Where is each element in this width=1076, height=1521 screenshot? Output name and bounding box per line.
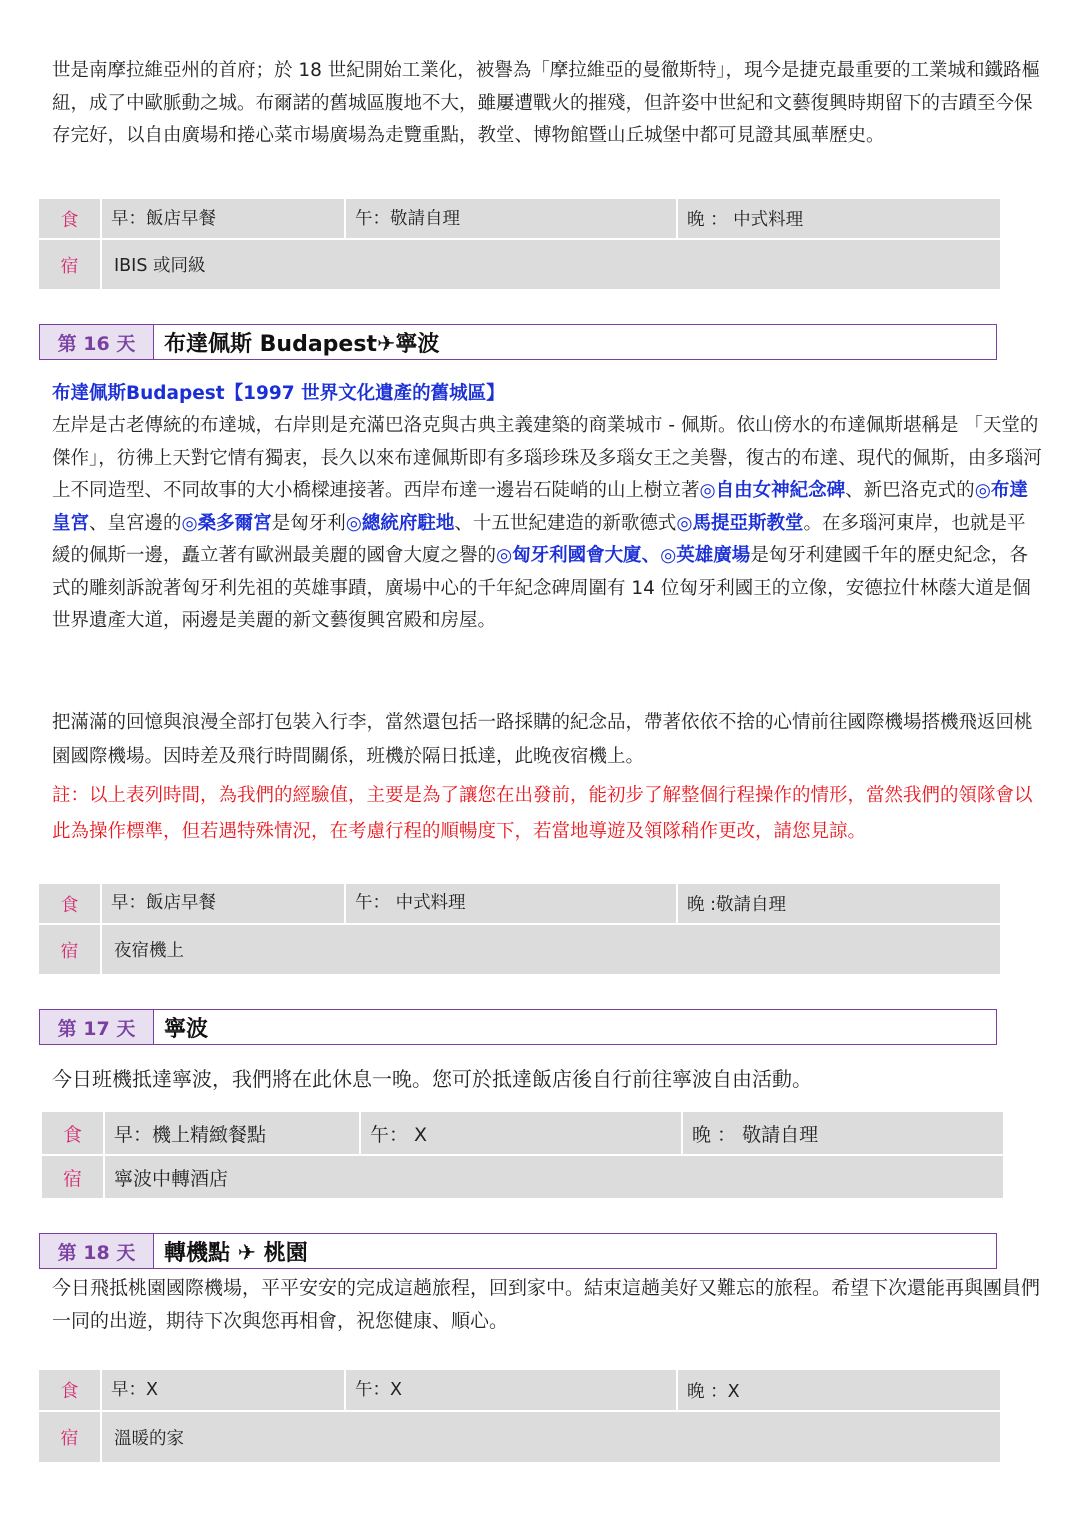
lunch-cell: 午： 中式料理 [346, 884, 676, 923]
hotel-label: 宿 [42, 1156, 103, 1198]
dinner-cell: 晚 :敬請自理 [678, 884, 1000, 923]
highlight-liberty-statue: ◎自由女神紀念碑 [699, 480, 846, 501]
day-title: 寧波 [164, 1016, 209, 1042]
intro-paragraph: 世是南摩拉維亞州的首府；於 18 世紀開始工業化，被譽為「摩拉維亞的曼徹斯特」，現今是捷克最重要的工業城和鐵路樞紐，成了中歐脈動之城。布爾諾的舊城區腹地不大，雖屢遭戰火的摧殘，但許姿中世紀和文藝復興時期留下的吉蹟至今保存完好，以自由廣場和捲心菜市場廣場為走覽重點，教堂、博物館暨山丘城堡中都可見證其風華歷史。 [52, 60, 1041, 146]
hotel-label: 宿 [39, 240, 100, 289]
meal-table-day15 [39, 199, 1000, 289]
hotel-label: 宿 [39, 925, 100, 974]
day-18-paragraph: 今日飛抵桃園國際機場，平平安安的完成這趟旅程，回到家中。結束這趟美好又難忘的旅程。希望下次還能再與團員們一同的出遊，期待下次與您再相會，祝您健康、順心。 [52, 1277, 1041, 1332]
meal-table-day17 [42, 1112, 1003, 1198]
lunch-cell: 午：X [346, 1370, 676, 1410]
day-number: 第 18 天 [40, 1234, 154, 1268]
food-label: 食 [39, 884, 100, 923]
hotel-cell: 夜宿機上 [102, 925, 1000, 974]
meal-table-day16 [39, 884, 1000, 974]
highlight-buda-castle: ◎布達皇宮 [52, 480, 1028, 534]
day-number: 第 16 天 [40, 325, 154, 359]
meal-table-day18 [39, 1370, 1000, 1462]
highlight-parliament-heroes-square: ◎匈牙利國會大廈、◎英雄廣場 [496, 545, 751, 566]
breakfast-cell: 早：飯店早餐 [102, 199, 344, 238]
day-title: 布達佩斯 Budapest✈寧波 [164, 331, 440, 357]
day-16-paragraph-2: 把滿滿的回憶與浪漫全部打包裝入行李，當然還包括一路採購的紀念品，帶著依依不捨的心情前往國際機場搭機飛返回桃園國際機場。因時差及飛行時間關係，班機於隔日抵達，此晚夜宿機上。 [52, 712, 1033, 767]
day-title: 轉機點 ✈ 桃園 [164, 1240, 308, 1266]
food-label: 食 [42, 1112, 103, 1154]
day-number: 第 17 天 [40, 1010, 154, 1044]
day-16-note: 註：以上表列時間，為我們的經驗值，主要是為了讓您在出發前，能初步了解整個行程操作的情形，當然我們的領隊會以此為操作標準，但若遇特殊情況，在考慮行程的順暢度下，若當地導遊及領隊稍作更改，請您見諒。 [52, 785, 1033, 842]
dinner-cell: 晚 ： 中式料理 [678, 199, 1000, 238]
highlight-president-office: ◎總統府駐地 [345, 512, 455, 534]
day-16-subtitle: 布達佩斯Budapest【1997 世界文化遺產的舊城區】 [52, 383, 505, 404]
food-label: 食 [39, 1370, 100, 1410]
dinner-cell: 晚 ：X [678, 1370, 1000, 1410]
lunch-cell: 午：敬請自理 [346, 199, 676, 238]
day-18-header [39, 1233, 997, 1269]
day-16-header [39, 324, 997, 360]
breakfast-cell: 早：X [102, 1370, 344, 1410]
hotel-cell: IBIS 或同級 [102, 240, 1000, 289]
hotel-cell: 溫暖的家 [102, 1412, 1000, 1462]
food-label: 食 [39, 199, 100, 238]
day-17-header [39, 1009, 997, 1045]
hotel-label: 宿 [39, 1412, 100, 1462]
breakfast-cell: 早：機上精緻餐點 [105, 1112, 359, 1154]
highlight-sandor-palace: ◎桑多爾宮 [181, 512, 272, 534]
dinner-cell: 晚 ： 敬請自理 [683, 1112, 1003, 1154]
day-16-paragraph: 左岸是古老傳統的布達城，右岸則是充滿巴洛克與古典主義建築的商業城市 - 佩斯。依山傍水的布達佩斯堪稱是 「天堂的傑作」，彷彿上天對它情有獨衷，長久以來布達佩斯即有多瑙珍珠及多瑙女王之美譽，復古的布達、現代的佩斯，由多瑙河上不同造型、不同故事的大小橋樑連接著。西岸布達一邊岩石陡峭的山上樹立著◎自由女神紀念碑、新巴洛克式的◎布達皇宮、皇宮邊的◎桑多爾宮是匈牙利◎總統府駐地、十五世紀建造的新歌德式◎馬提亞斯教堂。在多瑙河東岸，也就是平緩的佩斯一邊，矗立著有歐洲最美麗的國會大廈之譽的◎匈牙利國會大廈、◎英雄廣場是匈牙利建國千年的歷史紀念，各式的雕刻訴說著匈牙利先祖的英雄事蹟，廣場中心的千年紀念碑周圍有 14 位匈牙利國王的立像，安德拉什林蔭大道是個世界遺產大道，兩邊是美麗的新文藝復興宮殿和房屋。 [52, 415, 1042, 631]
hotel-cell: 寧波中轉酒店 [105, 1156, 1003, 1198]
breakfast-cell: 早：飯店早餐 [102, 884, 344, 923]
day-17-paragraph: 今日班機抵達寧波，我們將在此休息一晚。您可於抵達飯店後自行前往寧波自由活動。 [52, 1067, 812, 1091]
lunch-cell: 午： X [361, 1112, 681, 1154]
highlight-matthias-church: ◎馬提亞斯教堂 [676, 512, 804, 534]
